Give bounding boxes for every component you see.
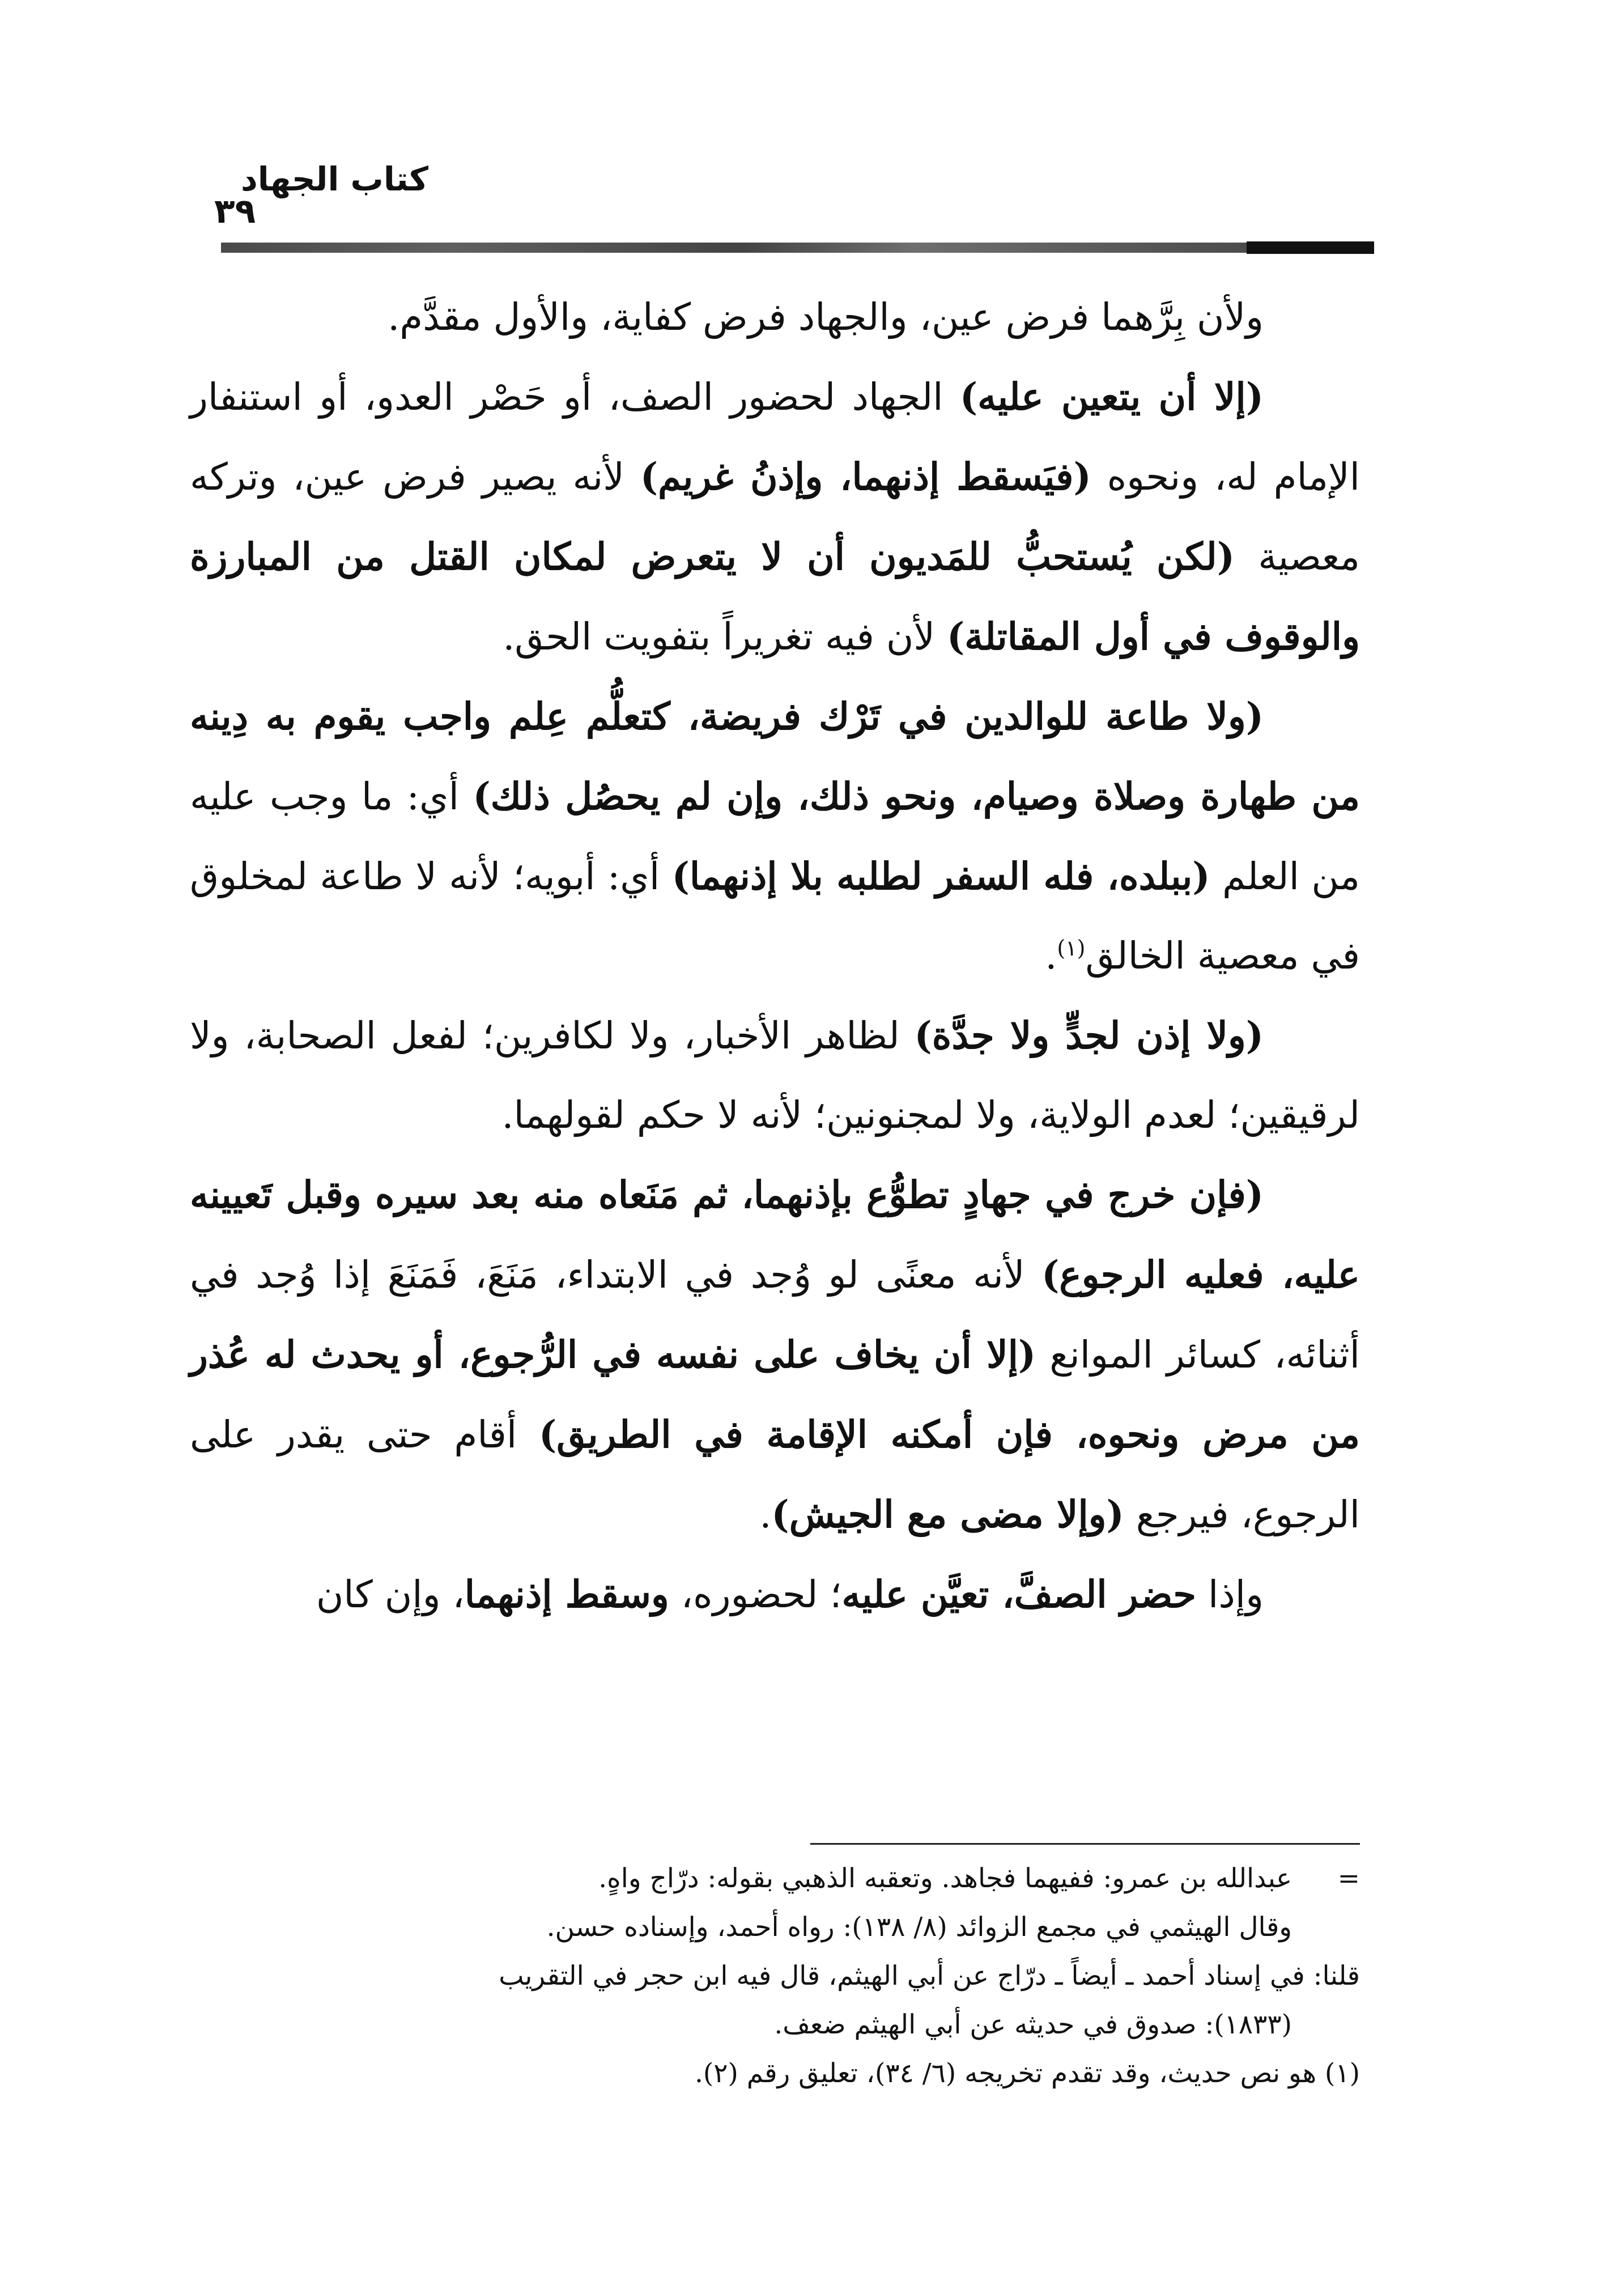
footnote-1 bbox=[190, 2049, 1360, 2098]
text-span: لأن فيه تغريراً بتفويت الحق. bbox=[503, 615, 947, 659]
footnote-continuation-line bbox=[190, 1952, 1360, 2001]
footnote-continuation-line bbox=[190, 1903, 1360, 1952]
footnote-text: عبدالله بن عمرو: ففيهما فجاهد. وتعقبه الذهبي بقوله: درّاج واهٍ. bbox=[598, 1863, 1292, 1894]
paragraph-4 bbox=[190, 996, 1360, 1155]
footnote-ref[interactable]: (١) bbox=[1057, 936, 1086, 961]
header-rule-accent bbox=[1247, 241, 1374, 254]
paragraph-1-text: ولأن بِرَّهما فرض عين، والجهاد فرض كفاية، والأول مقدَّم. bbox=[388, 295, 1264, 339]
bold-span: (فإن خرج في جهادٍ تطوُّع بإذنهما، ثم مَنَعاه منه بعد سيره وقبل تَعيينه عليه، فعليه الرجوع) bbox=[190, 1173, 1360, 1297]
bold-span: (فيَسقط إذنهما، وإذنُ غريم) bbox=[640, 455, 1091, 499]
footnote-continuation-line bbox=[190, 1854, 1360, 1903]
paragraph-1 bbox=[190, 278, 1360, 357]
continuation-mark: = bbox=[1337, 1863, 1360, 1894]
main-text bbox=[190, 278, 1360, 1634]
bold-span: (ببلده، فله السفر لطلبه بلا إذنهما) bbox=[671, 854, 1210, 898]
text-span: لظاهر الأخبار، ولا لكافرين؛ لفعل الصحابة، ولا لرقيقين؛ لعدم الولاية، ولا لمجنونين؛ لأنه لا حكم لقولهما. bbox=[190, 1014, 1360, 1137]
footnote-text: قلنا: في إسناد أحمد ـ أيضاً ـ درّاج عن أبي الهيثم، قال فيه ابن حجر في التقريب bbox=[499, 1960, 1360, 1991]
text-span: الجهاد لحضور الصف، أو حَصْر العدو، أو استنفار الإمام له، ونحوه bbox=[190, 375, 1360, 499]
header-rule bbox=[221, 243, 1374, 253]
text-span: أقام حتى يقدر على الرجوع، فيرجع bbox=[190, 1413, 1360, 1536]
running-title: كتاب الجهاد bbox=[241, 160, 428, 198]
bold-span: (لكن يُستحبُّ للمَديون أن لا يتعرض لمكان القتل من المبارزة والوقوف في أول المقاتلة) bbox=[190, 534, 1360, 659]
text-span: . bbox=[759, 1493, 772, 1536]
text-span: أي: ما وجب عليه من العلم bbox=[190, 775, 1360, 898]
paragraph-3 bbox=[190, 677, 1360, 996]
bold-span: حضر الصفَّ، تعيَّن عليه bbox=[841, 1572, 1197, 1616]
footnote-text: وقال الهيثمي في مجمع الزوائد (٨/ ١٣٨): رواه أحمد، وإسناده حسن. bbox=[546, 1912, 1292, 1943]
footnote-separator bbox=[810, 1843, 1360, 1845]
footnote-text: (١٨٣٣): صدوق في حديثه عن أبي الهيثم ضعف. bbox=[774, 2009, 1292, 2040]
footnotes bbox=[190, 1854, 1360, 2098]
bold-span: (ولا إذن لجدٍّ ولا جدَّة) bbox=[914, 1013, 1264, 1058]
paragraph-6 bbox=[190, 1555, 1360, 1634]
text-span: لأنه يصير فرض عين، وتركه معصية bbox=[190, 455, 1360, 579]
bold-span: (إلا أن يتعين عليه) bbox=[959, 375, 1264, 419]
text-span: ، وإن كان bbox=[316, 1573, 465, 1616]
bold-span: وسقط إذنهما bbox=[464, 1572, 669, 1616]
page-number: ٣٩ bbox=[214, 192, 256, 231]
paragraph-5 bbox=[190, 1155, 1360, 1555]
text-span: . bbox=[1045, 934, 1057, 978]
text-span: لأنه معنًى لو وُجد في الابتداء، مَنَعَ، فَمَنَعَ إذا وُجد في أثنائه، كسائر الموانع bbox=[190, 1253, 1360, 1377]
bold-span: (وإلا مضى مع الجيش) bbox=[771, 1492, 1124, 1536]
footnote-text: (١) هو نص حديث، وقد تقدم تخريجه (٦/ ٣٤)، تعليق رقم (٢). bbox=[694, 2058, 1360, 2089]
bold-span: (إلا أن يخاف على نفسه في الرُّجوع، أو يحدث له عُذر من مرض ونحوه، فإن أمكنه الإقامة في الطريق) bbox=[190, 1332, 1361, 1457]
bold-span: (ولا طاعة للوالدين في تَرْك فريضة، كتعلُّم عِلم واجب يقوم به دِينه من طهارة وصلاة وصيام، ونحو ذلك، وإن لم يحصُل ذلك) bbox=[190, 694, 1361, 818]
text-span: وإذا bbox=[1196, 1573, 1264, 1616]
paragraph-2 bbox=[190, 357, 1360, 677]
text-span: أي: أبويه؛ لأنه لا طاعة لمخلوق في معصية الخالق bbox=[190, 855, 1360, 978]
footnote-continuation-line bbox=[190, 2001, 1360, 2049]
text-span: ؛ لحضوره، bbox=[669, 1573, 842, 1616]
